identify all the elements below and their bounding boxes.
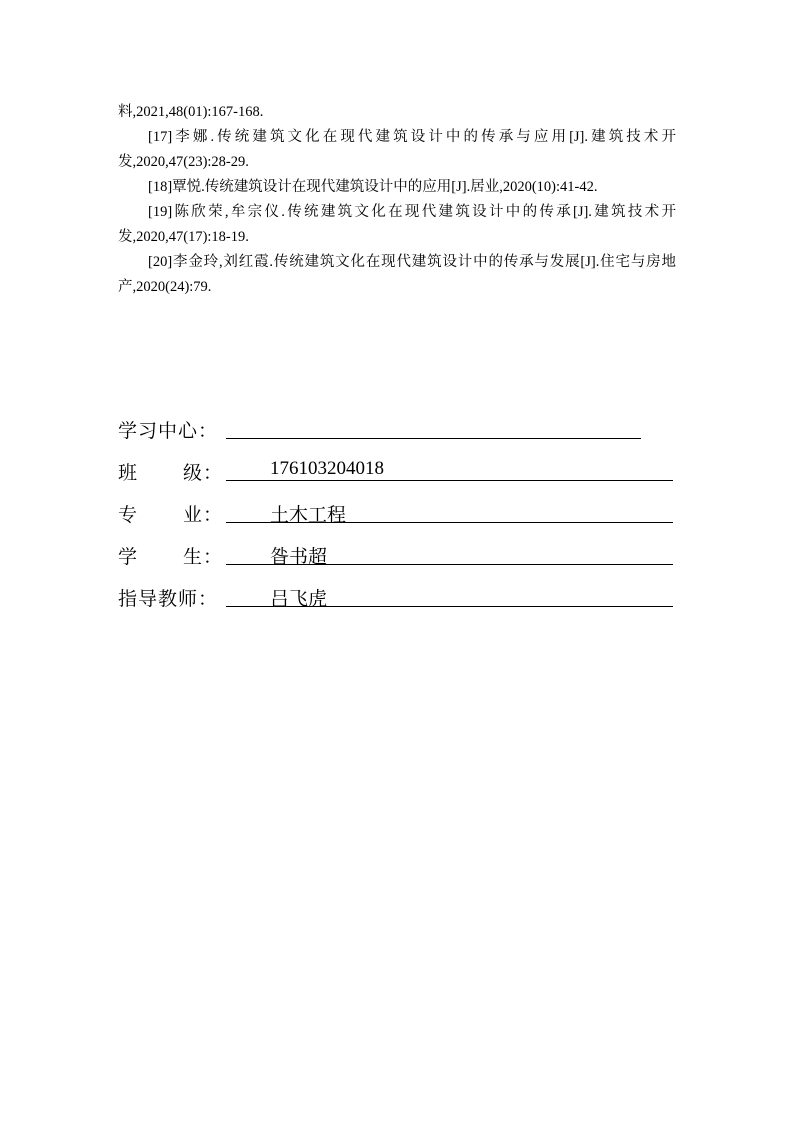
study-center-row: [118, 412, 678, 454]
reference-item: 料,2021,48(01):167-168.: [118, 104, 264, 120]
major-label-second: 业：: [183, 505, 224, 526]
study-center-underline: [226, 438, 641, 439]
major-value: 土木工程: [270, 505, 347, 526]
advisor-row: [118, 580, 678, 622]
reference-item: [17]李娜.传统建筑文化在现代建筑设计中的传承与应用[J].建筑技术开发,2020,47(23):28-29.: [118, 129, 676, 170]
student-row: [118, 538, 678, 580]
advisor-value: 吕飞虎: [270, 589, 328, 610]
class-label-first: 班: [118, 463, 139, 484]
class-label-second: 级：: [183, 463, 224, 484]
student-value: 昝书超: [270, 547, 328, 568]
student-label-first: 学: [118, 547, 139, 568]
major-label: [118, 500, 226, 527]
reference-list: [118, 100, 676, 300]
study-center-label: 学习中心：: [118, 421, 219, 442]
student-info-block: [118, 412, 678, 622]
class-value: 176103204018: [270, 458, 384, 479]
class-row: [118, 454, 678, 496]
student-label-second: 生：: [183, 547, 224, 568]
class-underline: [226, 480, 673, 481]
student-label: [118, 542, 226, 569]
major-row: [118, 496, 678, 538]
reference-item: [19]陈欣荣,牟宗仪.传统建筑文化在现代建筑设计中的传承[J].建筑技术开发,2020,47(17):18-19.: [118, 204, 676, 245]
reference-item: [20]李金玲,刘红霞.传统建筑文化在现代建筑设计中的传承与发展[J].住宅与房地产,2020(24):79.: [118, 254, 676, 295]
major-label-first: 专: [118, 505, 139, 526]
class-label: [118, 458, 226, 485]
advisor-label: 指导教师：: [118, 589, 219, 610]
reference-item: [18]覃悦.传统建筑设计在现代建筑设计中的应用[J].居业,2020(10):41-42.: [148, 179, 598, 195]
